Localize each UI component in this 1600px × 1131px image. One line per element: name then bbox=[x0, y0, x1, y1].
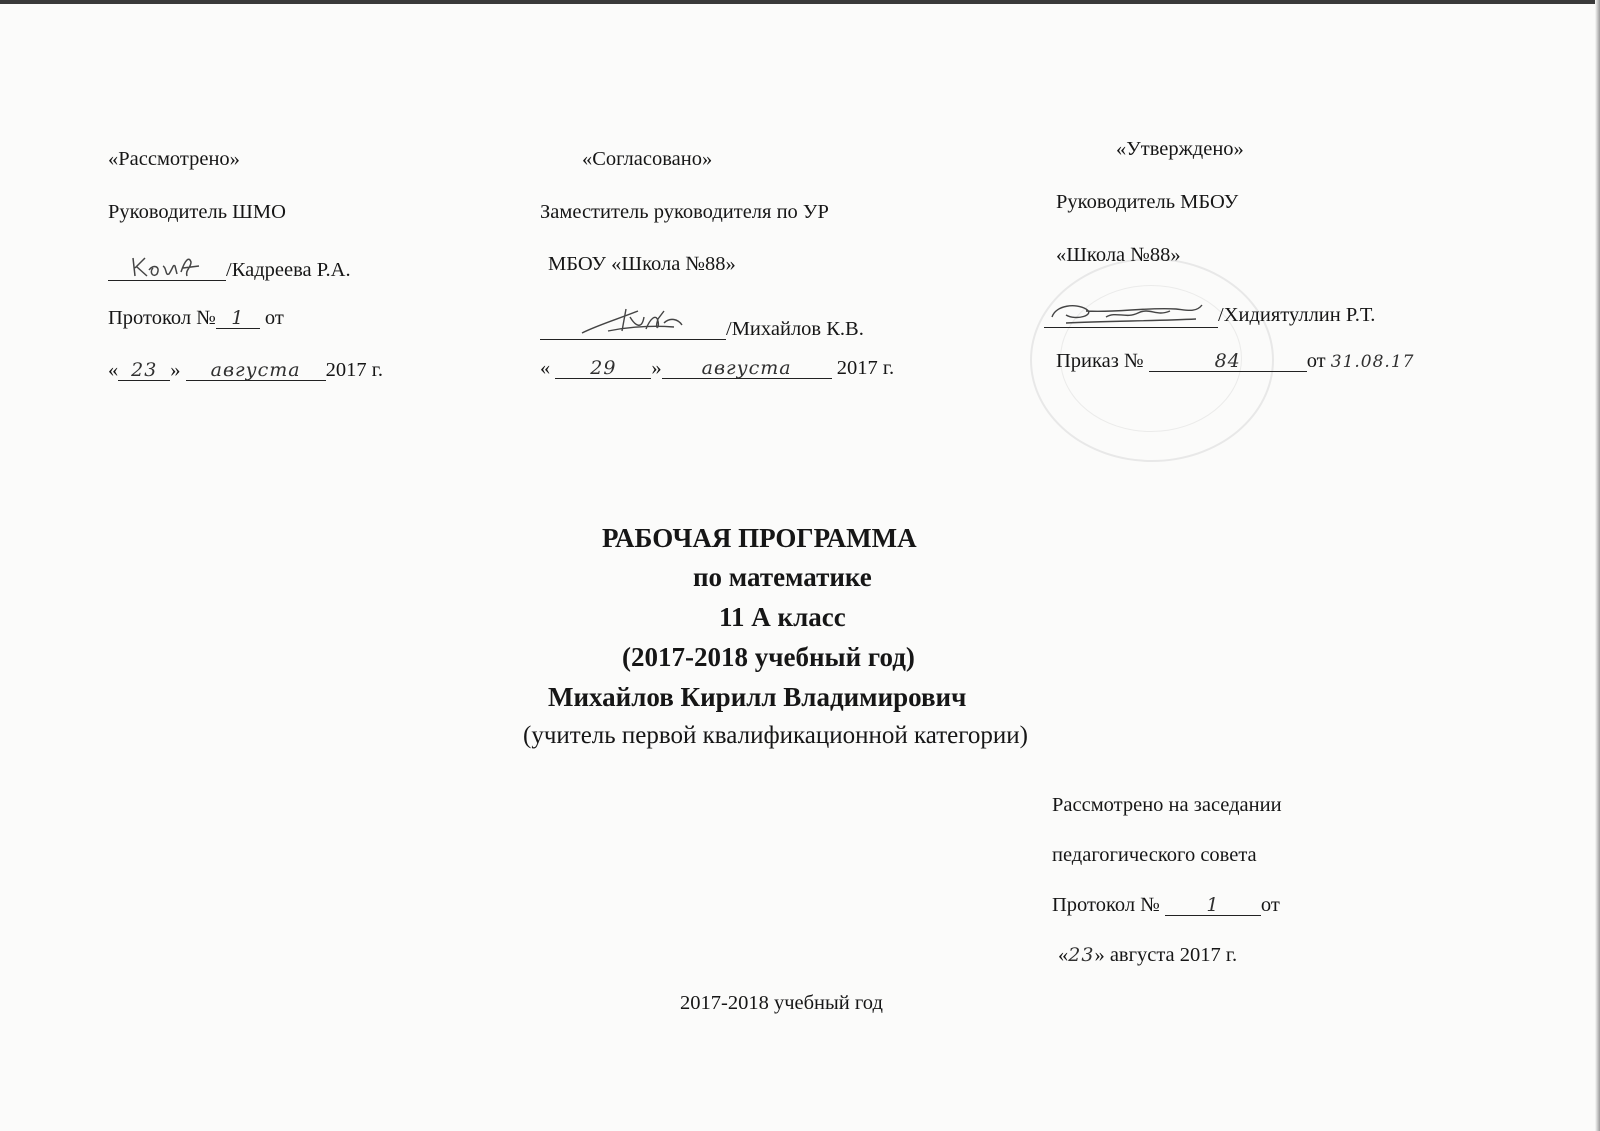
class-line: 11 А класс bbox=[719, 602, 846, 632]
approved-order-from: от bbox=[1306, 350, 1326, 372]
approved-order-line bbox=[1056, 349, 1414, 374]
agreed-handwritten-signature bbox=[578, 305, 688, 339]
council-line-2: педагогического совета bbox=[1052, 844, 1257, 866]
agreed-signature-name: /Михайлов К.В. bbox=[726, 318, 864, 340]
reviewed-protocol-from: от bbox=[264, 307, 284, 329]
agreed-date-open-quote: « bbox=[540, 357, 551, 379]
council-date-rest: августа 2017 г. bbox=[1109, 944, 1238, 966]
approved-signature-name: /Хидиятуллин Р.Т. bbox=[1218, 304, 1376, 326]
agreed-date-day-blank bbox=[555, 358, 651, 379]
teacher-category: (учитель первой квалификационной категории) bbox=[523, 722, 1028, 749]
reviewed-protocol-line bbox=[108, 306, 284, 330]
reviewed-protocol-number: 1 bbox=[231, 307, 245, 329]
council-protocol-number: 1 bbox=[1206, 894, 1220, 916]
footer-year: 2017-2018 учебный год bbox=[680, 992, 883, 1014]
approved-signature-line bbox=[1044, 297, 1375, 328]
council-date-day: 23 bbox=[1068, 944, 1095, 966]
reviewed-date-day: 23 bbox=[131, 359, 158, 381]
approved-school: «Школа №88» bbox=[1056, 244, 1181, 266]
reviewed-date-open-quote: « bbox=[108, 359, 119, 381]
reviewed-handwritten-signature bbox=[127, 254, 207, 280]
approved-order-number: 84 bbox=[1214, 350, 1241, 372]
reviewed-date-month: августа bbox=[210, 359, 301, 381]
document-title: РАБОЧАЯ ПРОГРАММА bbox=[602, 523, 917, 553]
reviewed-date-close-quote: » bbox=[170, 359, 181, 381]
teacher-name: Михайлов Кирилл Владимирович bbox=[548, 682, 967, 712]
scan-right-edge bbox=[1595, 0, 1600, 1131]
approved-handwritten-signature bbox=[1046, 297, 1216, 327]
council-protocol-line bbox=[1052, 893, 1280, 917]
agreed-school: МБОУ «Школа №88» bbox=[548, 253, 736, 275]
approved-order-blank bbox=[1149, 351, 1307, 372]
council-line-1: Рассмотрено на заседании bbox=[1052, 794, 1282, 816]
approved-order-label: Приказ № bbox=[1056, 350, 1144, 372]
subject-line: по математике bbox=[693, 562, 872, 592]
agreed-signature-blank bbox=[540, 305, 726, 340]
agreed-date-line bbox=[540, 356, 894, 380]
council-protocol-from: от bbox=[1260, 894, 1280, 916]
reviewed-heading: «Рассмотрено» bbox=[108, 148, 240, 170]
council-protocol-label: Протокол № bbox=[1052, 894, 1160, 916]
reviewed-signature-name: /Кадреева Р.А. bbox=[226, 259, 351, 281]
agreed-date-close-quote: » bbox=[651, 357, 662, 379]
scan-top-edge bbox=[0, 0, 1600, 4]
reviewed-date-month-blank bbox=[186, 360, 326, 381]
agreed-role: Заместитель руководителя по УР bbox=[540, 201, 829, 223]
reviewed-protocol-blank bbox=[216, 308, 260, 329]
reviewed-date-day-blank bbox=[118, 360, 170, 381]
approved-order-date: 31.08.17 bbox=[1330, 352, 1415, 372]
reviewed-signature-line bbox=[108, 254, 351, 282]
council-date-close-quote: » bbox=[1094, 944, 1105, 966]
approved-signature-blank bbox=[1044, 297, 1218, 328]
agreed-date-month-blank bbox=[662, 358, 832, 379]
agreed-date-year: 2017 г. bbox=[836, 357, 895, 379]
reviewed-role: Руководитель ШМО bbox=[108, 201, 286, 223]
council-date-line bbox=[1058, 943, 1237, 967]
reviewed-signature-blank bbox=[108, 254, 226, 281]
council-protocol-blank bbox=[1165, 895, 1261, 916]
council-date-open-quote: « bbox=[1058, 944, 1069, 966]
approved-heading: «Утверждено» bbox=[1116, 138, 1244, 160]
approved-role: Руководитель МБОУ bbox=[1056, 191, 1239, 213]
agreed-date-day: 29 bbox=[590, 357, 617, 379]
agreed-heading: «Согласовано» bbox=[582, 148, 713, 170]
agreed-date-month: августа bbox=[701, 357, 792, 379]
reviewed-protocol-label: Протокол № bbox=[108, 307, 216, 329]
reviewed-date-line bbox=[108, 358, 383, 382]
agreed-signature-line bbox=[540, 305, 864, 341]
reviewed-date-year: 2017 г. bbox=[325, 359, 383, 381]
school-year-line: (2017-2018 учебный год) bbox=[622, 642, 915, 672]
